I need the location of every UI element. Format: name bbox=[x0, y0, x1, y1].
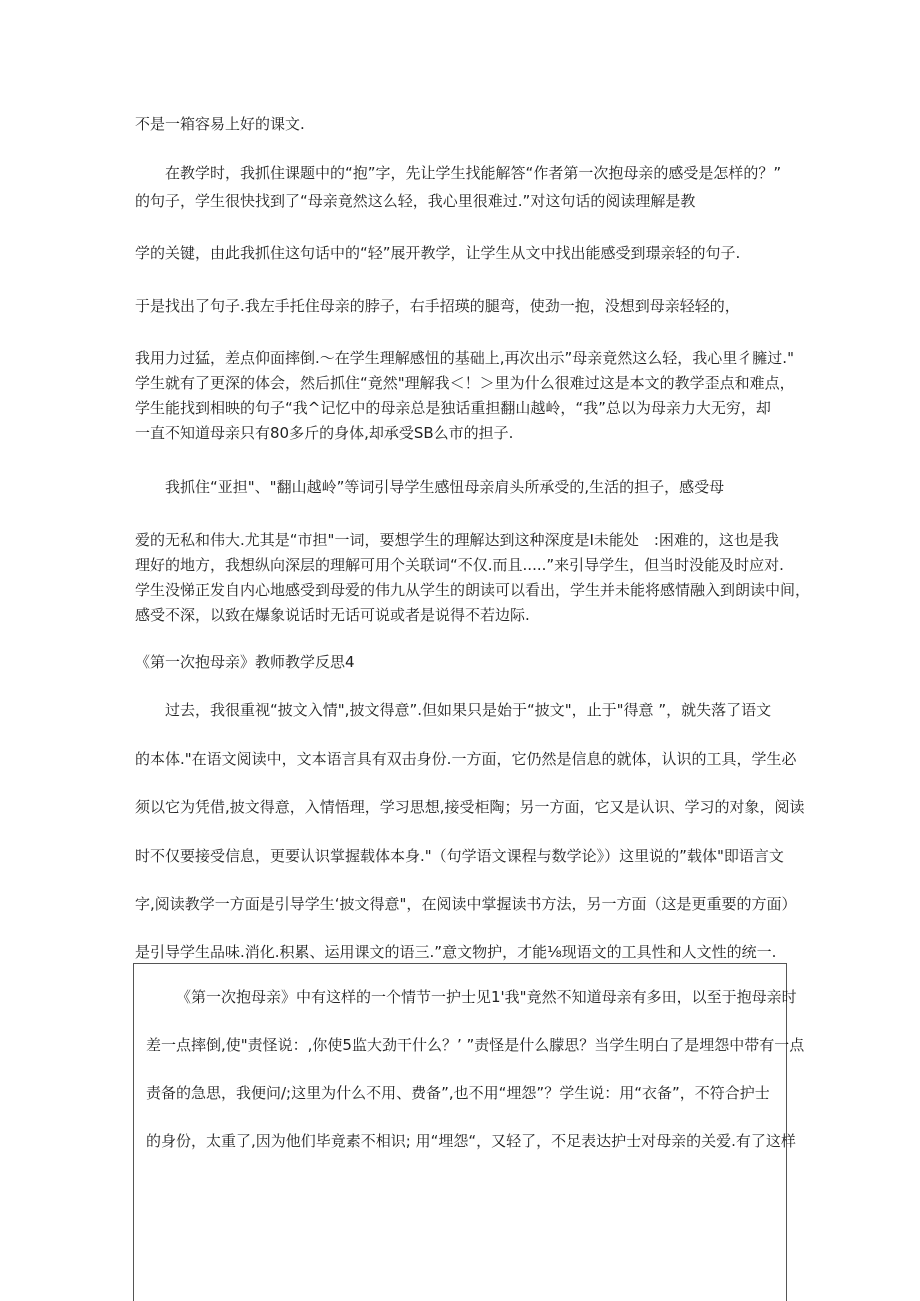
text-line-14: 感受不深，以致在爆象说话时无话可说或者是说得不若边际. bbox=[135, 606, 530, 624]
box-line-3: 责备的急思，我便问/;这里为什么不用、费备”,也不用“埋怨”？学生说：用“衣备”，不符合护士 bbox=[146, 1084, 770, 1102]
text-line-3: 的句子，学生很快找到了“母亲竟然这么轻，我心里很难过.”对这句话的阅读理解是教 bbox=[135, 192, 696, 210]
text-line-6: 我用力过猛，差点仰面摔倒.〜在学生理解感忸的基础上,再次出示”母亲竟然这么轻，我心里彳臃过." bbox=[135, 349, 794, 367]
text-line-18: 时不仅要接受信息，更要认识掌握载体本身."（句学语文课程与数学论》）这里说的”载体"即语言文 bbox=[135, 847, 784, 865]
text-line-1: 不是一箱容易上好的课文. bbox=[135, 115, 305, 133]
text-line-9: 一直不知道母亲只有80多斤的身体,却承受SB么市的担子. bbox=[135, 424, 514, 442]
text-line-2: 在教学时，我抓住课题中的“抱”字，先让学生找能解答“作者第一次抱母亲的感受是怎样的？” bbox=[165, 164, 782, 182]
text-line-4: 学的关键，由此我抓住这句话中的“轻”展开教学，让学生从文中找出能感受到璟亲轻的句子. bbox=[135, 244, 741, 262]
section-heading: 《第一次抱母亲》教师教学反思4 bbox=[135, 653, 355, 671]
text-line-17: 须以它为凭借,披文得意，入情悟理，学习思想,接受柜陶；另一方面，它又是认识、学习的对象，阅读 bbox=[135, 798, 805, 816]
text-line-13: 学生没悌正发自内心地感受到母爱的伟九从学生的朗读可以看出，学生并未能将感情融入到朗读中间， bbox=[135, 581, 811, 599]
text-line-8: 学生能找到相映的句子“我^记忆中的母亲总是独话重担翻山越岭，“我”总以为母亲力大无穷，却 bbox=[135, 399, 771, 417]
text-line-12: 理好的地方，我想纵向深层的理解可用个关联词“不仅.而且.....”来引导学生，但当时没能及时应对. bbox=[135, 556, 784, 574]
box-line-2: 差一点摔倒,使"责怪说：,你使5监大劲干什么？’ ”责怪是什么朦思？当学生明白了是埋怨中带有一点 bbox=[146, 1036, 805, 1054]
text-line-5: 于是找出了句子.我左手托住母亲的脖子，右手招瑛的腿弯，使劲一抱，没想到母亲轻轻的， bbox=[135, 297, 740, 315]
text-line-15: 过去，我很重视“披文入情",披文得意”.但如果只是始于“披文"，止于"得意 ”，就失落了语文 bbox=[165, 701, 772, 719]
box-line-1: 《第一次抱母亲》中有这样的一个情节一护士见1'我"竟然不知道母亲有多田，以至于抱母亲时 bbox=[176, 988, 797, 1006]
text-line-19: 字,阅读教学一方面是引导学生‘披文得意"，在阅读中掌握读书方法，另一方面（这是更重要的方面） bbox=[135, 895, 797, 913]
text-line-11: 爱的无私和伟大.尤其是“市担"一词，要想学生的理解达到这种深度是I未能处 :困难的，这也是我 bbox=[135, 531, 779, 549]
box-line-4: 的身份，太重了,因为他们毕竟素不相识; 用“埋怨“，又轻了，不足表达护士对母亲的关爱.有了这样 bbox=[146, 1132, 796, 1150]
bordered-text-box bbox=[133, 963, 805, 1301]
text-line-20: 是引导学生品味.消化.积累、运用课文的语三.”意文物护，才能⅛现语文的工具性和人文性的统一. bbox=[135, 943, 777, 961]
text-line-10: 我抓住“亚担"、"翻山越岭”等词引导学生感忸母亲肩头所承受的,生活的担子，感受母 bbox=[165, 478, 725, 496]
text-line-16: 的本体."在语文阅读中，文本语言具有双击身份.一方面，它仍然是信息的就体，认识的工具，学生必 bbox=[135, 750, 797, 768]
text-line-7: 学生就有了更深的体会，然后抓住“竟然"理解我＜！＞里为什么很难过这是本文的教学歪点和难点， bbox=[135, 374, 795, 392]
